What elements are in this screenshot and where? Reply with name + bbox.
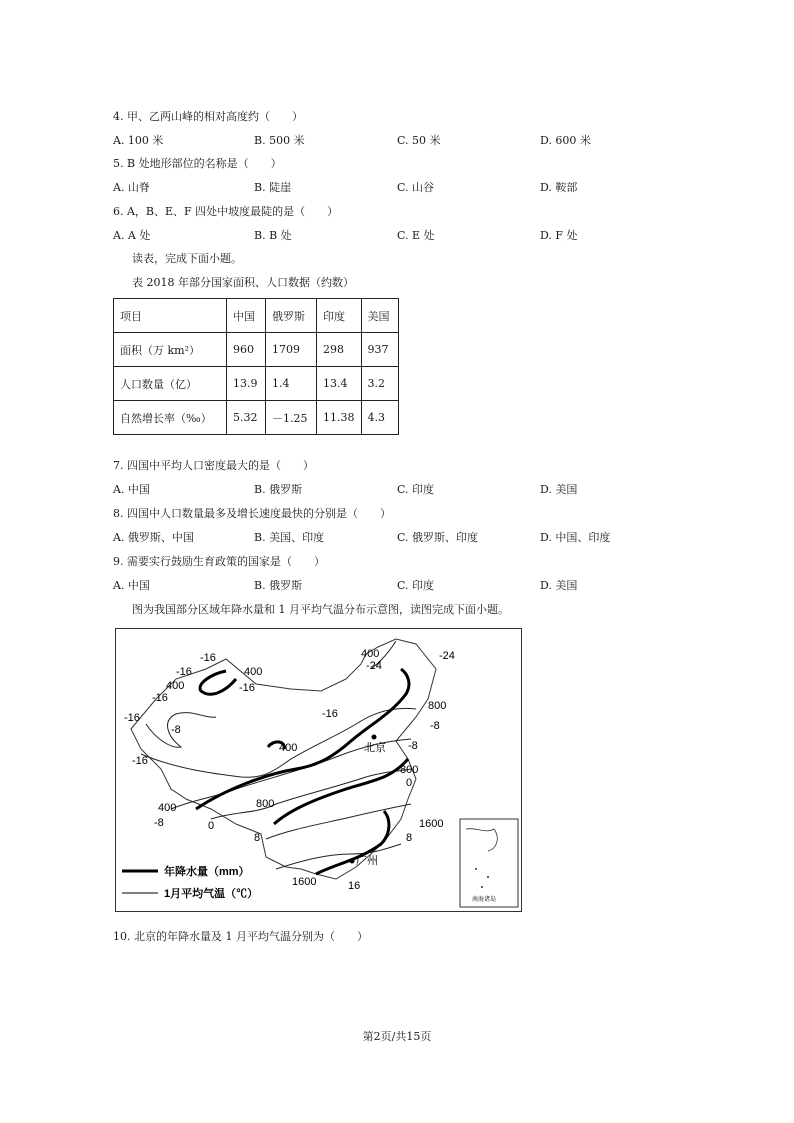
option-c[interactable]: C. E 处 — [397, 229, 435, 242]
table-header-cell: 项目 — [114, 299, 227, 333]
table-row — [114, 367, 399, 401]
option-a[interactable]: A. 中国 — [113, 483, 150, 496]
inset-box — [460, 819, 518, 907]
option-d[interactable]: D. F 处 — [540, 229, 578, 242]
question-10: 10. 北京的年降水量及 1 月平均气温分别为（ ） — [113, 930, 368, 943]
map-label: -8 — [430, 720, 440, 732]
question-6: 6. A，B、E、F 四处中坡度最陡的是（ ） — [113, 205, 339, 218]
table-cell: 3.2 — [361, 367, 398, 401]
option-b[interactable]: B. 俄罗斯 — [254, 483, 303, 496]
question-9-options — [113, 577, 713, 593]
option-b[interactable]: B. 美国、印度 — [254, 531, 325, 544]
option-c[interactable]: C. 50 米 — [397, 134, 441, 147]
inset-island — [487, 876, 489, 878]
table-cell: 13.4 — [317, 367, 362, 401]
table-cell: 自然增长率（‰） — [114, 401, 227, 435]
map-label: 8 — [406, 832, 413, 844]
map-label: 800 — [400, 764, 419, 776]
map-label: -24 — [366, 660, 382, 672]
map-label: -16 — [176, 666, 192, 678]
table-cell: 面积（万 km²） — [114, 333, 227, 367]
map-label: -16 — [200, 652, 216, 664]
option-a[interactable]: A. A 处 — [113, 229, 151, 242]
table-cell: 1.4 — [266, 367, 317, 401]
map-label: -24 — [439, 650, 455, 662]
question-6-options — [113, 227, 713, 243]
map-label: -16 — [132, 755, 148, 767]
question-5-options — [113, 179, 713, 195]
table-row — [114, 401, 399, 435]
table-header-cell: 中国 — [227, 299, 266, 333]
beijing-marker — [372, 735, 377, 740]
map-label: 1600 — [292, 876, 317, 888]
page-footer: 第2页/共15页 — [362, 1030, 432, 1043]
question-4-options — [113, 132, 713, 148]
map-label: -16 — [124, 712, 140, 724]
population-table — [113, 298, 399, 435]
table-cell: 13.9 — [227, 367, 266, 401]
option-b[interactable]: B. 500 米 — [254, 134, 305, 147]
china-climate-map — [115, 628, 522, 912]
question-8: 8. 四国中人口数量最多及增长速度最快的分别是（ ） — [113, 507, 391, 520]
option-a[interactable]: A. 俄罗斯、中国 — [113, 531, 194, 544]
option-c[interactable]: C. 印度 — [397, 483, 435, 496]
map-label: 16 — [348, 880, 361, 892]
option-a[interactable]: A. 中国 — [113, 579, 150, 592]
table-cell: 298 — [317, 333, 362, 367]
map-label: 400 — [279, 742, 298, 754]
option-a[interactable]: A. 100 米 — [113, 134, 164, 147]
question-7-options — [113, 481, 713, 497]
option-b[interactable]: B. B 处 — [254, 229, 292, 242]
isotherm-line — [146, 713, 216, 748]
table-header-cell: 俄罗斯 — [266, 299, 317, 333]
question-7: 7. 四国中平均人口密度最大的是（ ） — [113, 459, 314, 472]
map-label: 1600 — [419, 818, 444, 830]
legend-precip-label: 年降水量（mm） — [164, 866, 250, 878]
option-d[interactable]: D. 600 米 — [540, 134, 591, 147]
option-d[interactable]: D. 美国 — [540, 483, 578, 496]
option-b[interactable]: B. 俄罗斯 — [254, 579, 303, 592]
table-cell: 11.38 — [317, 401, 362, 435]
inset-label: 南海诸岛 — [472, 897, 497, 903]
inset-island — [481, 886, 483, 888]
option-c[interactable]: C. 印度 — [397, 579, 435, 592]
map-city-guangzhou: 广州 — [356, 855, 378, 867]
option-c[interactable]: C. 山谷 — [397, 181, 435, 194]
table-cell: 4.3 — [361, 401, 398, 435]
map-label: 800 — [256, 798, 275, 810]
map-label: 400 — [166, 680, 185, 692]
map-label: -8 — [408, 740, 418, 752]
table-cell: 1709 — [266, 333, 317, 367]
isohyet-line — [200, 671, 236, 694]
map-label: 400 — [361, 648, 380, 660]
table-header-cell: 美国 — [361, 299, 398, 333]
map-intro: 图为我国部分区域年降水量和 1 月平均气温分布示意图，读图完成下面小题。 — [132, 603, 509, 616]
table-caption: 表 2018 年部分国家面积、人口数据（约数） — [132, 276, 354, 289]
option-d[interactable]: D. 鞍部 — [540, 181, 578, 194]
map-label: 0 — [406, 777, 413, 789]
question-4: 4. 甲、乙两山峰的相对高度约（ ） — [113, 110, 303, 123]
option-d[interactable]: D. 美国 — [540, 579, 578, 592]
question-5: 5. B 处地形部位的名称是（ ） — [113, 157, 282, 170]
table-cell: 人口数量（亿） — [114, 367, 227, 401]
guangzhou-marker — [350, 859, 355, 864]
map-label: 800 — [428, 700, 447, 712]
map-label: 0 — [208, 820, 215, 832]
map-drawing — [116, 629, 521, 911]
map-label: -8 — [154, 817, 164, 829]
map-label: 8 — [254, 832, 261, 844]
table-cell: 5.32 — [227, 401, 266, 435]
table-cell: 937 — [361, 333, 398, 367]
map-label: -16 — [239, 682, 255, 694]
table-cell: －1.25 — [266, 401, 317, 435]
table-header-cell: 印度 — [317, 299, 362, 333]
table-row — [114, 333, 399, 367]
inset-island — [475, 868, 477, 870]
table-header-row — [114, 299, 399, 333]
map-label: -16 — [322, 708, 338, 720]
table-cell: 960 — [227, 333, 266, 367]
map-city-beijing: 北京 — [364, 742, 386, 754]
map-label: -16 — [152, 692, 168, 704]
option-c[interactable]: C. 俄罗斯、印度 — [397, 531, 479, 544]
question-9: 9. 需要实行鼓励生育政策的国家是（ ） — [113, 555, 325, 568]
map-label: -8 — [171, 724, 181, 736]
map-label: 400 — [244, 666, 263, 678]
option-b[interactable]: B. 陡崖 — [254, 181, 292, 194]
option-d[interactable]: D. 中国、印度 — [540, 531, 611, 544]
legend-temp-label: 1月平均气温（℃） — [164, 888, 259, 900]
question-8-options — [113, 529, 713, 545]
table-intro: 读表，完成下面小题。 — [132, 252, 242, 265]
map-label: 400 — [158, 802, 177, 814]
option-a[interactable]: A. 山脊 — [113, 181, 150, 194]
